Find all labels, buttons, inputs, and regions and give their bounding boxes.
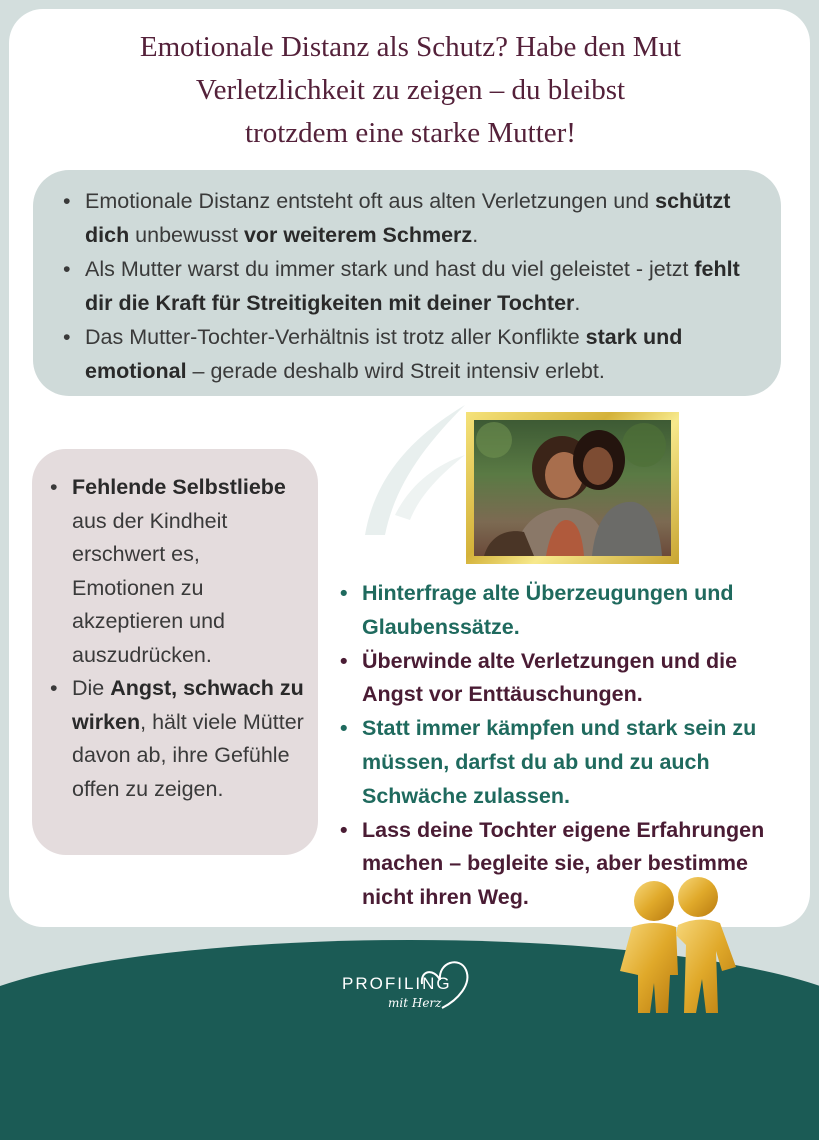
- tip-item: • Hinterfrage alte Überzeugungen und Glaubenssätze.: [362, 577, 802, 645]
- tips-list: [362, 577, 802, 915]
- obstacles-list: [72, 471, 308, 806]
- bold-text: schützt dich: [85, 189, 731, 247]
- text: .: [574, 291, 581, 315]
- causes-box: [33, 170, 781, 396]
- page-title: [40, 26, 781, 155]
- causes-list: [85, 184, 771, 388]
- family-figures-icon: [612, 875, 742, 1015]
- text: .: [472, 223, 479, 247]
- text: – gerade deshalb wird Streit intensiv erlebt.: [186, 359, 605, 383]
- text: , hält viele Mütter davon ab, ihre Gefühle offen zu zeigen.: [72, 709, 304, 801]
- list-item: [72, 471, 308, 672]
- logo-brand-text: PROFILING: [342, 974, 452, 993]
- bold-text: Angst, schwach zu wirken: [72, 676, 304, 734]
- obstacles-box: [32, 449, 318, 855]
- bold-text: stark und emotional: [85, 325, 683, 383]
- text: Als Mutter warst du immer stark und hast du viel geleistet - jetzt: [85, 257, 695, 281]
- title-line-2: Verletzlichkeit zu zeigen – du bleibst: [195, 74, 626, 106]
- bold-text: fehlt dir die Kraft für Streitigkeiten mit deiner Tochter: [85, 257, 740, 315]
- list-item: [72, 672, 308, 806]
- photo-image: [474, 420, 671, 556]
- people-illustration-icon: [474, 420, 671, 556]
- text: unbewusst: [129, 223, 244, 247]
- tip-item: • Lass deine Tochter eigene Erfahrungen machen – begleite sie, aber bestimme nicht ihren Weg.: [362, 814, 802, 915]
- title-line-3: trotzdem eine starke Mutter!: [245, 117, 576, 149]
- mother-daughter-photo: [466, 412, 679, 564]
- brand-logo: [330, 950, 480, 1020]
- text: aus der Kindheit erschwert es, Emotionen zu akzeptieren und auszudrücken.: [72, 508, 228, 667]
- tip-item: • Überwinde alte Verletzungen und die Angst vor Enttäuschungen.: [362, 645, 802, 713]
- title-line-1: Emotionale Distanz als Schutz? Habe den Mut: [139, 31, 682, 63]
- tip-item: • Statt immer kämpfen und stark sein zu müssen, darfst du ab und zu auch Schwäche zulassen.: [362, 712, 802, 813]
- list-item: [85, 184, 771, 252]
- text: Emotionale Distanz entsteht oft aus alten Verletzungen und: [85, 189, 656, 213]
- list-item: [85, 320, 771, 388]
- text: Die: [72, 676, 111, 700]
- list-item: [85, 252, 771, 320]
- bold-text: Fehlende Selbstliebe: [72, 475, 286, 499]
- leaf-decoration-icon: [355, 395, 475, 545]
- logo-tagline: mit Herz: [388, 996, 442, 1010]
- bold-text: vor weiterem Schmerz: [243, 223, 473, 247]
- text: Das Mutter-Tochter-Verhältnis ist trotz aller Konflikte: [85, 325, 586, 349]
